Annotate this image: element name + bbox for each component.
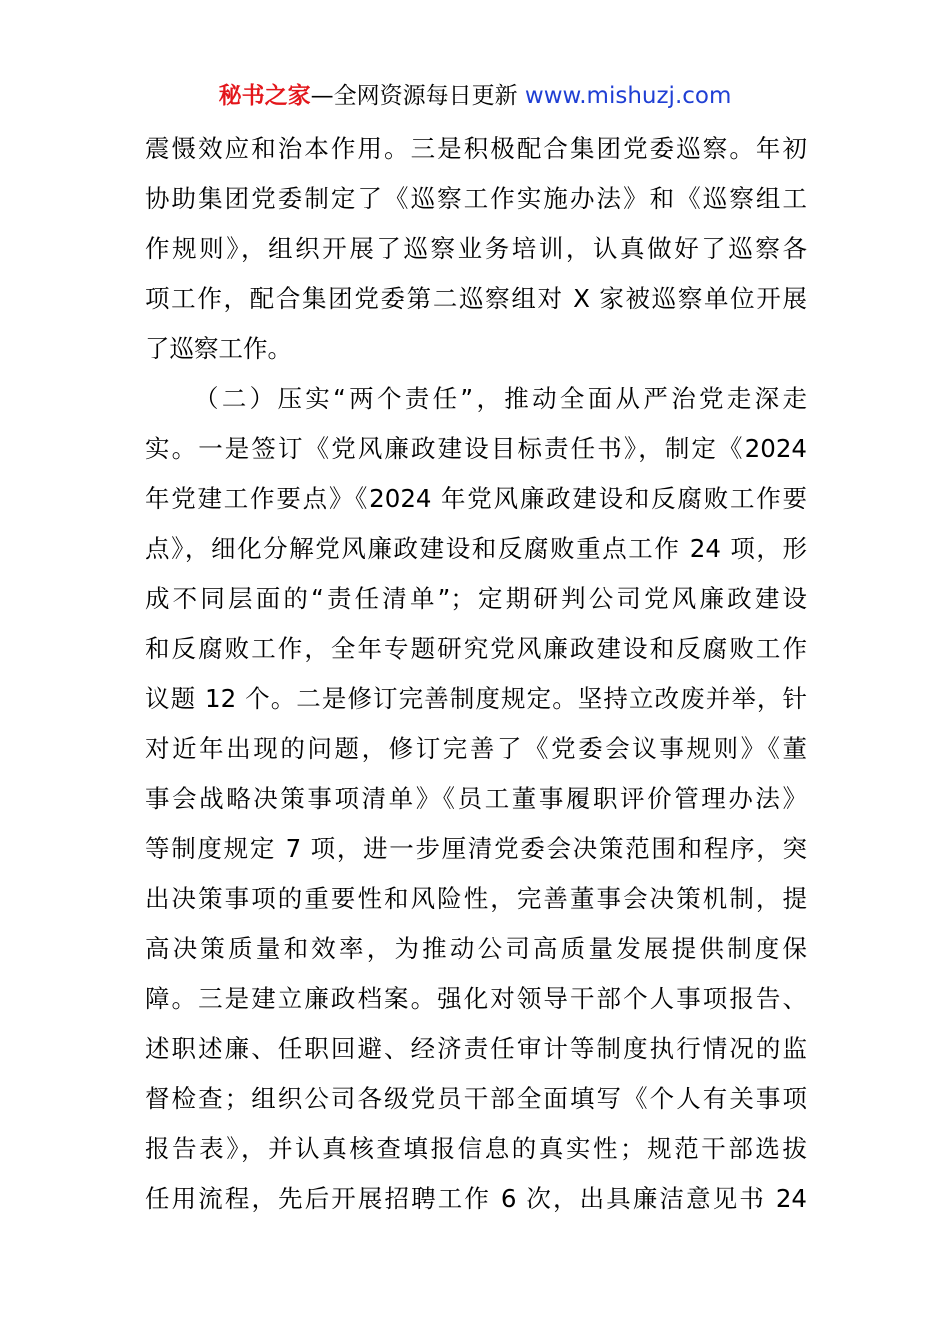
text-line: 对近年出现的问题，修订完善了《党委会议事规则》《董 xyxy=(145,734,807,763)
text-line: 实。一是签订《党风廉政建设目标责任书》，制定《2024 xyxy=(145,434,807,463)
text-line: 事会战略决策事项清单》《员工董事履职评价管理办法》 xyxy=(145,784,807,813)
text-line: 述职述廉、任职回避、经济责任审计等制度执行情况的监 xyxy=(145,1034,807,1063)
text-line: 项工作，配合集团党委第二巡察组对 X 家被巡察单位开展 xyxy=(145,284,807,313)
text-line: 任用流程，先后开展招聘工作 6 次，出具廉洁意见书 24 xyxy=(145,1184,807,1213)
site-tagline: —全网资源每日更新 xyxy=(310,83,525,109)
text-line: 年党建工作要点》《2024 年党风廉政建设和反腐败工作要 xyxy=(145,484,807,513)
text-line: 和反腐败工作，全年专题研究党风廉政建设和反腐败工作 xyxy=(145,634,807,663)
text-line: 督检查；组织公司各级党员干部全面填写《个人有关事项 xyxy=(145,1084,807,1113)
text-line: 议题 12 个。二是修订完善制度规定。坚持立改废并举，针 xyxy=(145,684,807,713)
text-line: 成不同层面的“责任清单”；定期研判公司党风廉政建设 xyxy=(145,584,807,613)
site-url-link[interactable]: www.mishuzj.com xyxy=(524,83,732,109)
text-line: 出决策事项的重要性和风险性，完善董事会决策机制，提 xyxy=(145,884,807,913)
document-body xyxy=(145,124,807,1224)
text-line: 障。三是建立廉政档案。强化对领导干部个人事项报告、 xyxy=(145,984,807,1013)
text-line: 震慑效应和治本作用。三是积极配合集团党委巡察。年初 xyxy=(145,134,807,163)
text-line: 了巡察工作。 xyxy=(145,334,292,363)
text-line: 高决策质量和效率，为推动公司高质量发展提供制度保 xyxy=(145,934,807,963)
text-line: 等制度规定 7 项，进一步厘清党委会决策范围和程序，突 xyxy=(145,834,807,863)
site-brand: 秘书之家 xyxy=(218,83,311,109)
section-heading-line: （二）压实“两个责任”，推动全面从严治党走深走 xyxy=(194,384,807,413)
text-line: 协助集团党委制定了《巡察工作实施办法》和《巡察组工 xyxy=(145,184,807,213)
text-line: 点》，细化分解党风廉政建设和反腐败重点工作 24 项，形 xyxy=(145,534,807,563)
text-line: 作规则》，组织开展了巡察业务培训，认真做好了巡察各 xyxy=(145,234,807,263)
text-line: 报告表》，并认真核查填报信息的真实性；规范干部选拔 xyxy=(145,1134,807,1163)
site-header xyxy=(0,78,950,114)
